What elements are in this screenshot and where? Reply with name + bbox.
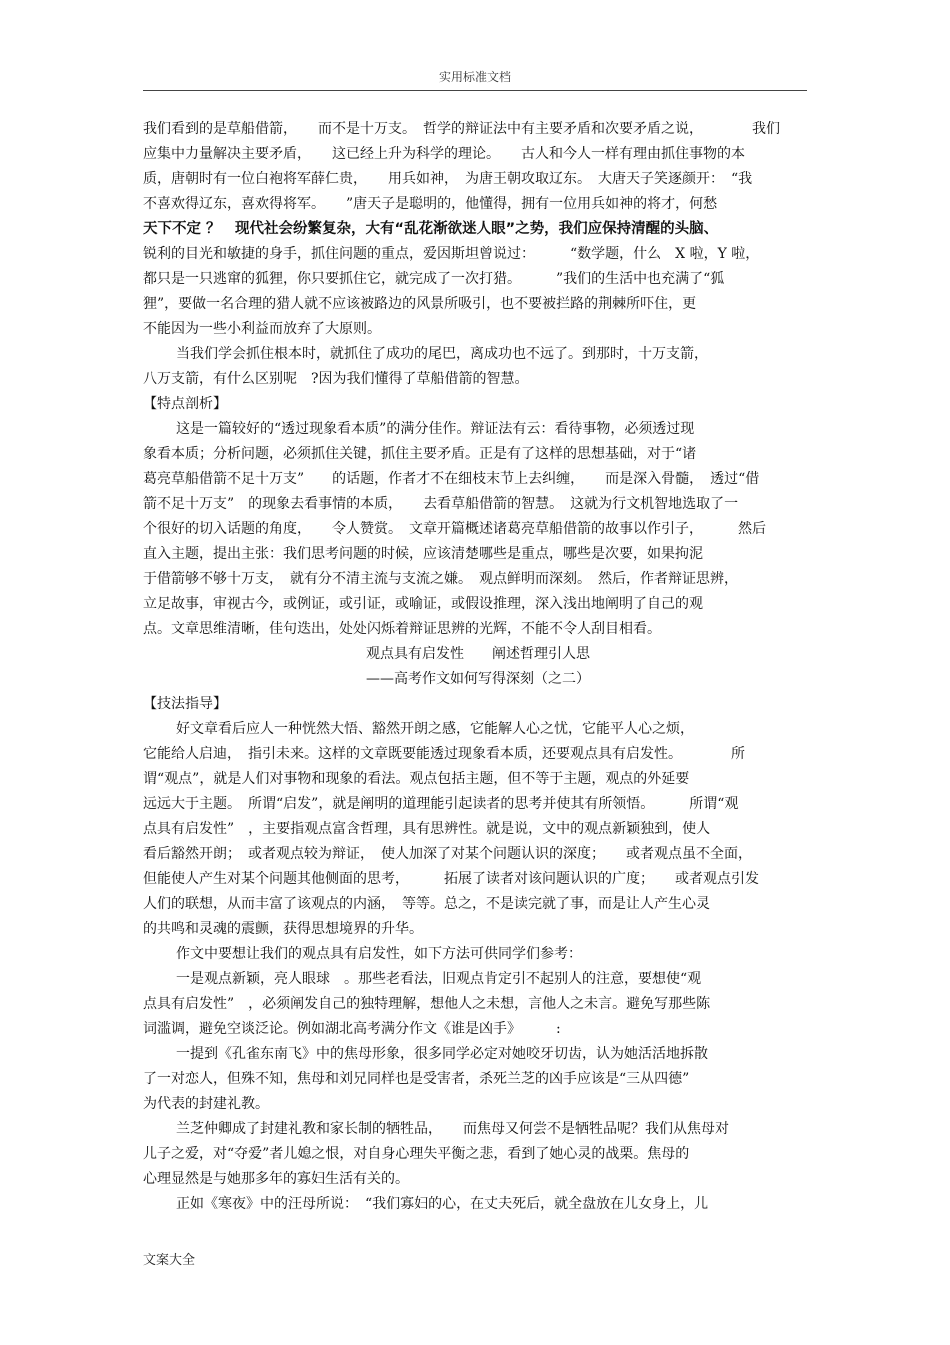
text-line: 它能给人启迪， 指引未来。这样的文章既要能透过现象看本质，还要观点具有启发性。 所 xyxy=(143,746,745,762)
text-line: 点具有启发性” ，主要指观点富含哲理，具有思辨性。就是说，文中的观点新颖独到，使人 xyxy=(143,821,711,837)
subtitle-line: 观点具有启发性 阐述哲理引人思 xyxy=(366,646,590,662)
text-line: 都只是一只逃窜的狐狸，你只要抓住它，就完成了一次打猎。 ”我们的生活中也充满了“狐 xyxy=(143,271,725,287)
text-line: 葛亮草船借箭不足十万支” 的话题，作者才不在细枝末节上去纠缠， 而是深入骨髓， 透过“借 xyxy=(143,471,760,487)
text-line: 立足故事，审视古今，或例证，或引证，或喻证，或假设推理，深入浅出地阐明了自己的观 xyxy=(143,596,703,612)
text-line: 八万支箭，有什么区别呢 ?因为我们懂得了草船借箭的智慧。 xyxy=(143,371,529,387)
text-line: 谓“观点”，就是人们对事物和现象的看法。观点包括主题，但不等于主题，观点的外延要 xyxy=(143,771,690,787)
text-line: 点具有启发性” ，必须阐发自己的独特理解，想他人之未想，言他人之未言。避免写那些陈 xyxy=(143,996,711,1012)
text-line: 人们的联想，从而丰富了该观点的内涵， 等等。总之，不是读完就了事，而是让人产生心灵 xyxy=(143,896,710,912)
text-line: 这是一篇较好的“透过现象看本质”的满分佳作。辩证法有云：看待事物，必须透过现 xyxy=(176,421,695,437)
subtitle-line: ——高考作文如何写得深刻（之二） xyxy=(366,671,590,687)
text-line: 的共鸣和灵魂的震颤，获得思想境界的升华。 xyxy=(143,921,423,937)
text-line: 为代表的封建礼教。 xyxy=(143,1096,269,1112)
text-line: 但能使人产生对某个问题其他侧面的思考， 拓展了读者对该问题认识的广度； 或者观点引发 xyxy=(143,871,759,887)
text-line: 一提到《孔雀东南飞》中的焦母形象，很多同学必定对她咬牙切齿，认为她活活地拆散 xyxy=(176,1046,708,1062)
text-line: 质，唐朝时有一位白袍将军薛仁贵， 用兵如神， 为唐王朝攻取辽东。 大唐天子笑逐颜开： “我 xyxy=(143,171,753,187)
page-header: 实用标准文档 xyxy=(438,70,511,84)
text-line: 点。文章思维清晰，佳句迭出，处处闪烁着辩证思辨的光辉，不能不令人刮目相看。 xyxy=(143,621,661,637)
text-line: 一是观点新颖，亮人眼球 。那些老看法，旧观点肯定引不起别人的注意，要想使“观 xyxy=(176,971,702,987)
text-line: 当我们学会抓住根本时，就抓住了成功的尾巴，离成功也不远了。到那时，十万支箭， xyxy=(176,346,708,362)
text-line: 作文中要想让我们的观点具有启发性，如下方法可供同学们参考： xyxy=(176,946,582,962)
text-line: 词滥调，避免空谈泛论。例如湖北高考满分作文《谁是凶手》 : xyxy=(143,1021,561,1037)
text-line: 儿子之爱，对“夺爱”者儿媳之恨，对自身心理失平衡之悲，看到了她心灵的战栗。焦母的 xyxy=(143,1146,690,1162)
text-line: 于借箭够不够十万支， 就有分不清主流与支流之嫌。 观点鲜明而深刻。 然后，作者辩证思辨， xyxy=(143,571,738,587)
text-line: 天下不定 ？ 现代社会纷繁复杂，大有“乱花渐欲迷人眼”之势，我们应保持清醒的头脑、 xyxy=(143,221,719,237)
text-line: 好文章看后应人一种恍然大悟、豁然开朗之感，它能解人心之忧，它能平人心之烦， xyxy=(176,721,694,737)
text-line: 不喜欢得辽东，喜欢得将军。 ”唐天子是聪明的，他懂得，拥有一位用兵如神的将才，何愁 xyxy=(143,196,718,212)
text-line: 象看本质；分析问题，必须抓住关键，抓住主要矛盾。正是有了这样的思想基础，对于“诸 xyxy=(143,446,697,462)
text-line: 直入主题，提出主张：我们思考问题的时候，应该清楚哪些是重点，哪些是次要，如果拘泥 xyxy=(143,546,703,562)
text-line: 箭不足十万支” 的现象去看事情的本质， 去看草船借箭的智慧。 这就为行文机智地选取了一 xyxy=(143,496,739,512)
page-footer: 文案大全 xyxy=(143,1253,196,1268)
header-divider xyxy=(143,90,807,91)
document-body xyxy=(143,117,813,1217)
text-line: 应集中力量解决主要矛盾， 这已经上升为科学的理论。 古人和今人一样有理由抓住事物的本 xyxy=(143,146,745,162)
text-line: 我们看到的是草船借箭， 而不是十万支。 哲学的辩证法中有主要矛盾和次要矛盾之说， 我们 xyxy=(143,121,780,137)
text-line: 远远大于主题。 所谓“启发”，就是阐明的道理能引起读者的思考并使其有所领悟。 所谓“观 xyxy=(143,796,739,812)
text-line: 不能因为一些小利益而放弃了大原则。 xyxy=(143,321,381,337)
text-line: 兰芝仲卿成了封建礼教和家长制的牺牲品， 而焦母又何尝不是牺牲品呢？我们从焦母对 xyxy=(176,1121,729,1137)
text-line: 【特点剖析】 xyxy=(143,396,227,412)
text-line: 【技法指导】 xyxy=(143,696,227,712)
text-line: 看后豁然开朗； 或者观点较为辩证， 使人加深了对某个问题认识的深度； 或者观点虽不全面， xyxy=(143,846,752,862)
text-line: 正如《寒夜》中的汪母所说： “我们寡妇的心，在丈夫死后，就全盘放在儿女身上，儿 xyxy=(176,1196,709,1212)
text-line: 了一对恋人，但殊不知，焦母和刘兄同样也是受害者，杀死兰芝的凶手应该是“三从四德” xyxy=(143,1071,690,1087)
text-line: 锐利的目光和敏捷的身手，抓住问题的重点，爱因斯坦曾说过： “数学题，什么 X 啦，Y 啦， xyxy=(143,246,760,262)
text-line: 狸”，要做一名合理的猎人就不应该被路边的风景所吸引，也不要被拦路的荆棘所吓住，更 xyxy=(143,296,697,312)
text-line: 心理显然是与她那多年的寡妇生活有关的。 xyxy=(143,1171,409,1187)
text-line: 个很好的切入话题的角度， 令人赞赏。 文章开篇概述诸葛亮草船借箭的故事以作引子， 然后 xyxy=(143,521,766,537)
